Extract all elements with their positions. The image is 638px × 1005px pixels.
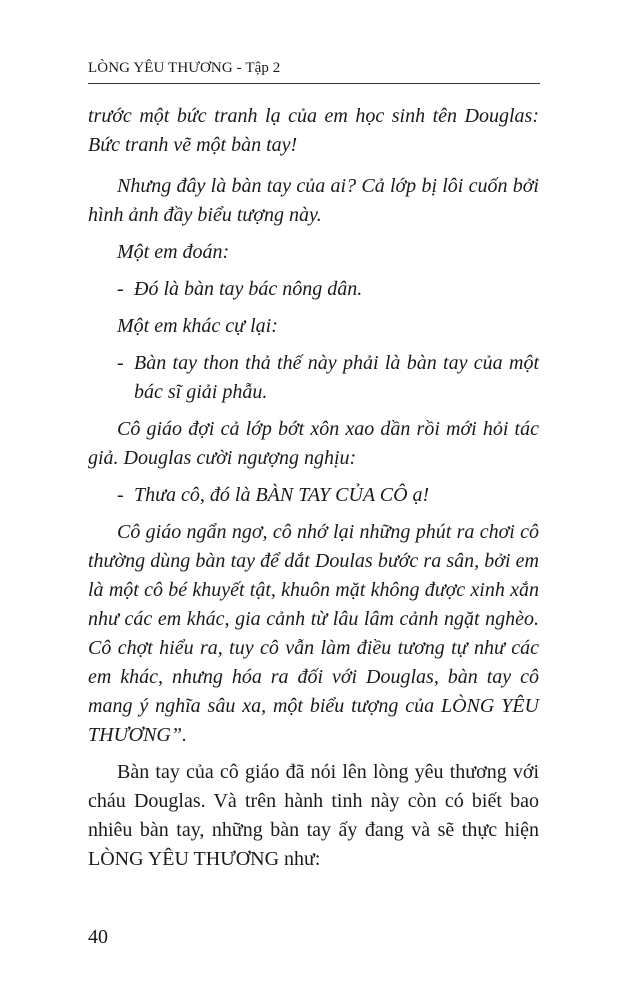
dash-mark: - (117, 278, 124, 300)
paragraph: Bàn tay của cô giáo đã nói lên lòng yêu thương với cháu Douglas. Và trên hành tinh này còn có biết bao nhiêu bàn tay, những bàn tay ấy đang và sẽ thực hiện LÒNG YÊU THƯƠNG như: (88, 761, 539, 870)
running-header (88, 58, 540, 84)
dialogue-line (88, 481, 539, 510)
dialogue-text: Đó là bàn tay bác nông dân. (134, 278, 363, 300)
dialogue-line (88, 275, 539, 304)
paragraph: Một em khác cự lại: (117, 315, 278, 337)
paragraph: Cô giáo ngẩn ngơ, cô nhớ lại những phút ra chơi cô thường dùng bàn tay để dắt Doulas bước ra sân, bởi em là một cô bé khuyết tật, khuôn mặt không được xinh xắn như các em khác, gia cảnh từ lâu lâm cảnh ngặt nghèo. Cô chợt hiểu ra, tuy cô vẫn làm điều tương tự như các em khác, nhưng hóa ra đối với Douglas, bàn tay cô mang ý nghĩa sâu xa, một biểu tượng của LÒNG YÊU THƯƠNG”. (88, 521, 539, 746)
page-body (88, 102, 539, 882)
paragraph: Một em đoán: (117, 241, 230, 263)
page-number: 40 (88, 926, 108, 948)
paragraph-continuation: trước một bức tranh lạ của em học sinh tên Douglas: Bức tranh vẽ một bàn tay! (88, 105, 539, 156)
header-title: LÒNG YÊU THƯƠNG - Tập 2 (88, 60, 281, 76)
dash-mark: - (117, 484, 124, 506)
paragraph: Cô giáo đợi cả lớp bớt xôn xao dần rồi mới hỏi tác giả. Douglas cười ngượng nghịu: (88, 418, 539, 469)
dialogue-text: Bàn tay thon thả thế này phải là bàn tay của một bác sĩ giải phẫu. (134, 352, 539, 403)
paragraph: Nhưng đây là bàn tay của ai? Cả lớp bị lôi cuốn bởi hình ảnh đầy biểu tượng này. (88, 175, 539, 226)
dash-mark: - (117, 352, 124, 374)
dialogue-text: Thưa cô, đó là BÀN TAY CỦA CÔ ạ! (134, 484, 430, 506)
dialogue-line (88, 349, 539, 407)
